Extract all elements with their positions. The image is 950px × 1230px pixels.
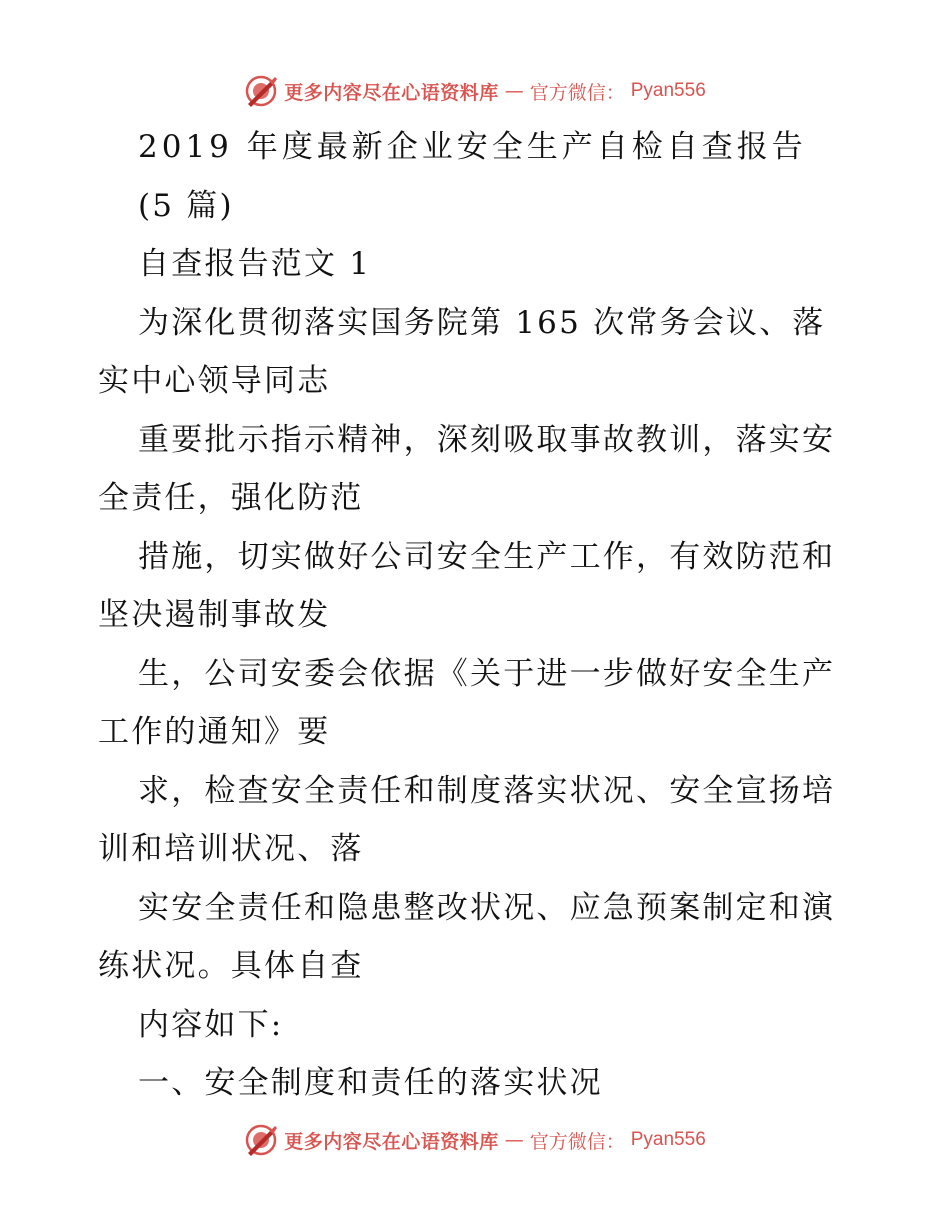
paragraph-line: 重要批示指示精神，深刻吸取事故教训，落实安 [138,421,836,458]
paragraph-line: 工作的通知》要 [98,714,331,750]
watermark-contact-label: 官方微信： [529,81,625,104]
paragraph-line: 练状况。具体自查 [98,948,364,984]
footer-watermark [0,1120,950,1160]
paragraph-line: 求，检查安全责任和制度落实状况、安全宣扬培 [138,772,836,809]
watermark-text: 更多内容尽在心语资料库 [284,81,499,104]
paragraph-line: 实中心领导同志 [98,363,331,399]
watermark-separator: — [504,80,524,102]
section-heading: 一、安全制度和责任的落实状况 [138,1065,603,1101]
document-title: 2019 年度最新企业安全生产自检自查报告 [138,129,807,165]
quill-seal-icon [244,1123,278,1157]
watermark-contact-label: 官方微信： [529,1130,625,1153]
watermark-contact-id: Pyan556 [630,1129,706,1150]
paragraph-line: 实安全责任和隐患整改状况、应急预案制定和演 [138,889,836,926]
watermark-separator: — [504,1129,524,1151]
document-subtitle: (5 篇) [138,187,234,224]
paragraph-line: 生，公司安委会依据《关于进一步做好安全生产 [138,655,836,692]
quill-seal-icon [244,74,278,108]
paragraph-line: 训和培训状况、落 [98,831,364,867]
paragraph-line: 坚决遏制事故发 [98,597,331,633]
paragraph-line: 全责任，强化防范 [98,480,364,516]
watermark-text: 更多内容尽在心语资料库 [284,1130,499,1153]
header-watermark [0,71,950,111]
paragraph-line: 措施，切实做好公司安全生产工作，有效防范和 [138,538,836,575]
watermark-contact-id: Pyan556 [630,80,706,101]
paragraph-line: 为深化贯彻落实国务院第 165 次常务会议、落 [138,304,826,341]
document-body [98,118,858,1113]
paragraph-line: 内容如下: [138,1006,284,1043]
section-heading: 自查报告范文 1 [138,246,372,282]
